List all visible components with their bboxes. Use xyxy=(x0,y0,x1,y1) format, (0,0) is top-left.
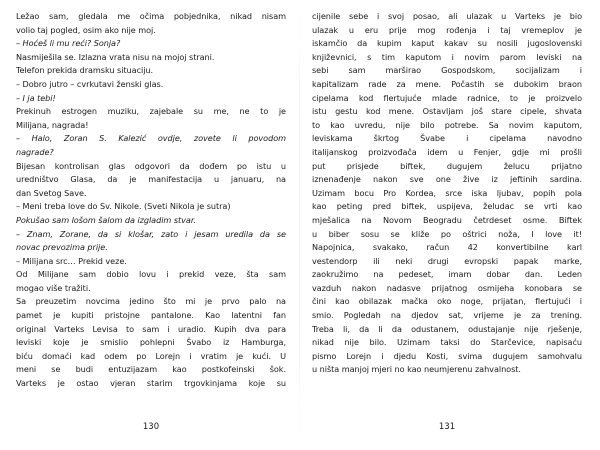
text-line: Nasmiješila se. Izlazna vrata nisu na mojoj strani. xyxy=(16,51,215,62)
text-line: mješalica na Novom Beogradu četrdeset osme. Biftek xyxy=(312,214,582,225)
text-line: cipelama kod flertujuće mlade radnice, to je proizvelo xyxy=(312,92,582,103)
text-line: meni se budi entuzijazam kao postkofeinski šok. xyxy=(16,364,286,375)
text-line: to kao uvredu, nije bilo potrebe. Sa novim kaputom, xyxy=(312,119,582,130)
text-line: pismo Lorejn i djedu Kosti, svima dugujem samohvalu xyxy=(312,350,582,361)
text-line: Ležao sam, gledala me očima pobjednika, nikad nisam xyxy=(16,11,286,21)
text-line: Napojnica, svakako, račun 42 konvertibilne karl xyxy=(312,242,582,253)
text-line: – Milijana src… Prekid veze. xyxy=(16,255,127,266)
page-number-left: 130 xyxy=(142,422,160,432)
text-line: iznenađenje nakon sve one živе iz jeftinih sardina. xyxy=(312,174,582,185)
text-line: uredništvo Glasa, da je manifestacija u januaru, na xyxy=(16,174,286,185)
text-line: smio. Pogledah na djedov sat, vrijeme je za trening. xyxy=(312,310,582,321)
text-line: Sa preuzetim novcima jedino što mi je prvo palo na xyxy=(16,296,286,307)
text-line: u biber sosu se kliže po oštrici noža, I love it! xyxy=(312,228,582,239)
text-line: nikad nije bilo. Uzimam taksi do Starčevice, napisaću xyxy=(312,337,582,348)
text-line: leviskama škrtog Švabe i cipelama navodno xyxy=(312,133,582,144)
text-line: kao peting pred biftek, uspijeva, želudac se vrti kao xyxy=(312,201,582,212)
text-line: Prekinuh estrogen muziku, zajebale su me, ne to je xyxy=(16,106,286,117)
text-line: vazduh nakon nadasve prijatnog osmijeha konobara se xyxy=(312,282,582,293)
text-line: – Halo, Zoran S. Kalezić ovdje, zovete li povodom xyxy=(16,133,286,144)
text-line: dan Svetog Save. xyxy=(16,187,87,198)
text-line: u ništa manjoj mjeri no kao neumjerenu zahvalnost. xyxy=(312,364,521,375)
text-line: iskamčio da kupim kaput kakav su nosili jugoslovenski xyxy=(312,38,582,49)
text-line: vestendorp ili neki drugi evropski papak marke, xyxy=(312,255,582,266)
text-line: zaokružimo na pedeset, imam dobar dan. Leden xyxy=(312,269,582,280)
text-line: mogao više tražiti. xyxy=(16,282,91,293)
gutter xyxy=(299,0,300,450)
text-line: pamet je kupiti pristojne pantalone. Kao latentni fan xyxy=(16,310,286,321)
left-page xyxy=(16,10,286,440)
text-line: – Znam, Zorane, da si klošar, zato i jesam uredila da se xyxy=(16,228,286,239)
text-line: leviski koje je smislio pohlepni Švabo iz Hamburga, xyxy=(16,337,286,348)
text-line: ulazak u eru prije mog rođenja i taj vremeplov je xyxy=(312,24,582,35)
page-number-right: 131 xyxy=(438,422,456,432)
text-line: Varteks je ostao vjeran starim trgovkinjama koje su xyxy=(16,378,286,389)
left-page-text xyxy=(16,10,286,391)
text-line: Od Milijane sam dobio lovu i prekid veze, šta sam xyxy=(16,269,286,280)
text-line: – Dobro jutro – cvrkutavi ženski glas. xyxy=(16,78,164,89)
text-line: Bijesan kontrolisan glas odgovori da dođem po istu u xyxy=(16,160,286,171)
text-line: čini kao obilazak mačka oko noge, prijatan, flertujući i xyxy=(312,296,582,307)
text-line: književnici, s tim kaputom i novim parom leviski na xyxy=(312,51,582,62)
text-line: sebi sam marširao Gospodskom, socijalizam i xyxy=(312,65,582,76)
text-line: kapitalizam rade za mene. Počastih se dubokim braon xyxy=(312,78,582,89)
text-line: volio taj pogled, osim ako nije moj. xyxy=(16,24,156,35)
text-line: – Hoćeš li mu reći? Sonja? xyxy=(16,38,121,49)
text-line: novac prevozima prije. xyxy=(16,242,108,253)
text-line: Telefon prekida dramsku situaciju. xyxy=(16,65,154,76)
text-line: Milijana, nagrada! xyxy=(16,119,89,130)
text-line: nagrade? xyxy=(16,146,54,157)
right-page-text xyxy=(312,10,582,377)
right-page xyxy=(312,10,582,440)
text-line: original Varteks Levisa to sam i uradio. Kupih dva para xyxy=(16,323,286,334)
text-line: – Meni treba love do Sv. Nikole. (Sveti Nikola je sutra) xyxy=(16,201,231,212)
text-line: – I ja tebi! xyxy=(16,92,56,103)
text-line: Treba li, da li da odustanem, odustajanje nije rješenje, xyxy=(312,323,582,334)
text-line: istu gestu kod mene. Ostavljam još stare cipele, shvata xyxy=(312,106,582,117)
text-line: put prisjede biftek, dugujem želucu prijatno xyxy=(312,160,582,171)
text-line: italijanskog proizvođača idem u Fenjer, gdje mi prošli xyxy=(312,146,582,157)
text-line: biću domaći kad odem po Lorejn i vratim je kući. U xyxy=(16,350,286,361)
text-line: cijenile sebe i svoj posao, ali ulazak u Varteks je bio xyxy=(312,11,582,21)
text-line: Pokušao sam lošom šalom da izgladim stvar. xyxy=(16,214,196,225)
text-line: Uzimam bocu Pro Kordea, srce iska ljubav, popih pola xyxy=(312,187,582,198)
